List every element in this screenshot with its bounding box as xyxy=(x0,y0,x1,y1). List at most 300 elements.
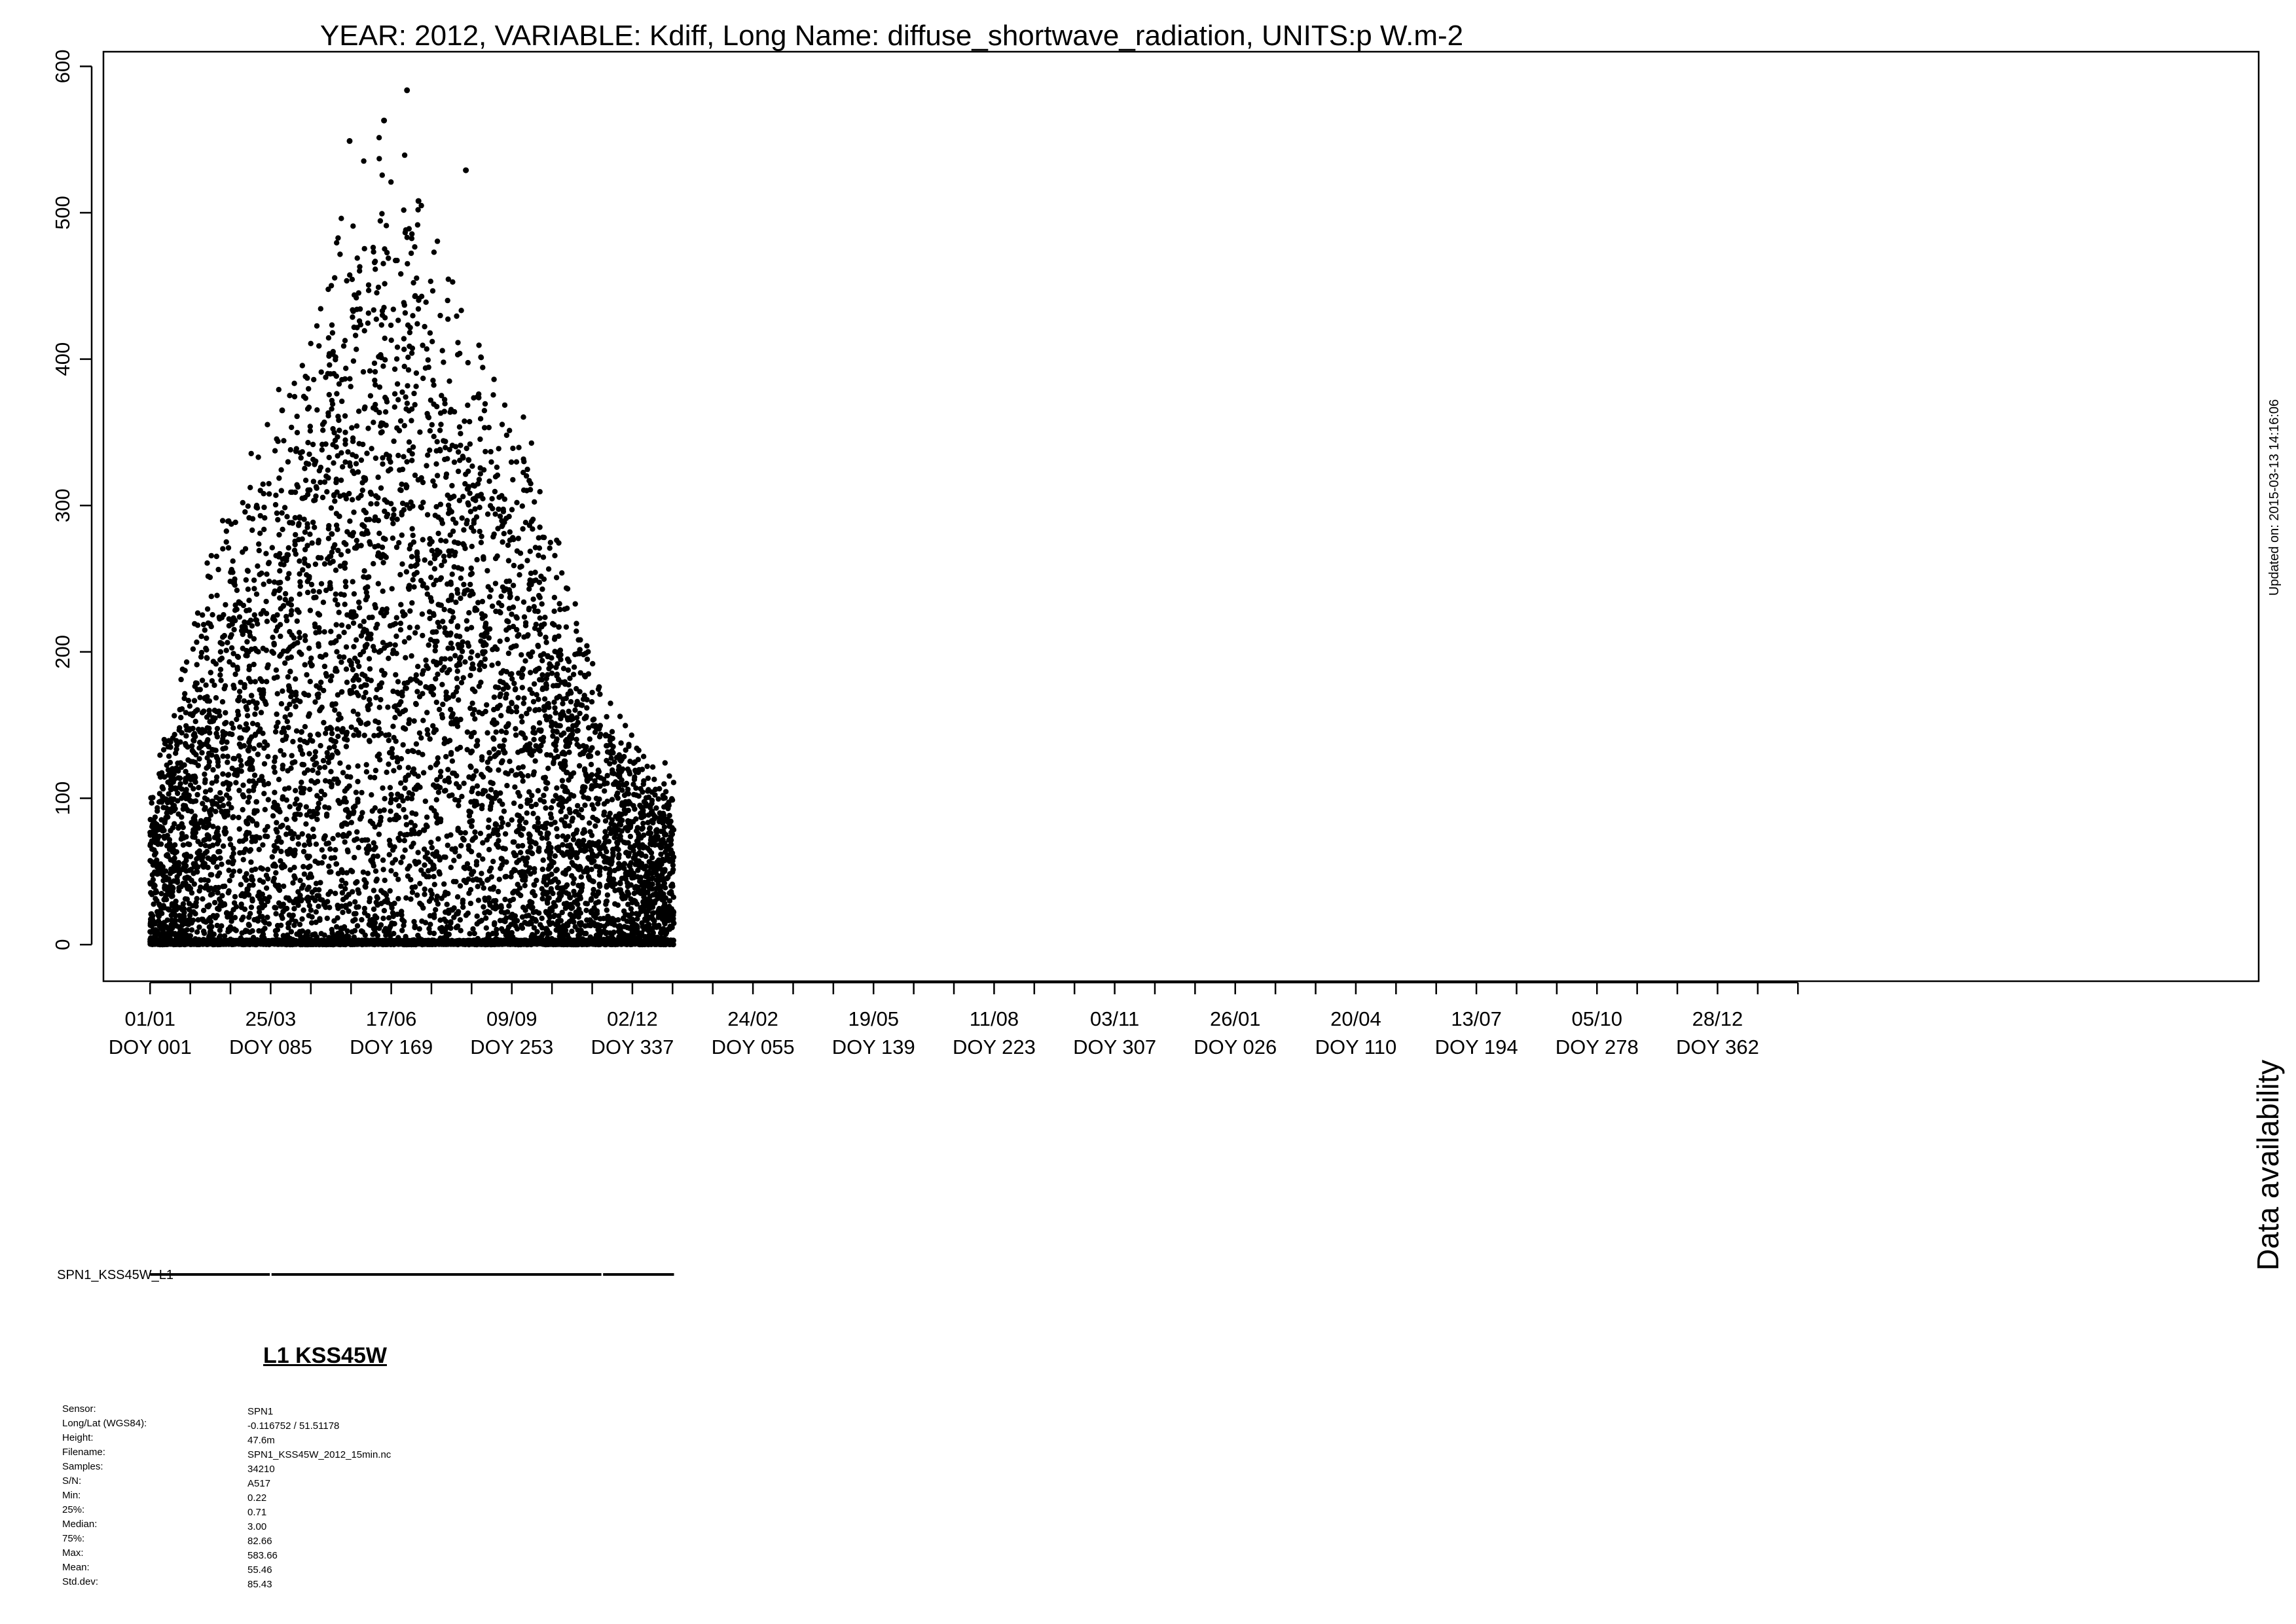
data-point xyxy=(373,456,378,461)
data-point xyxy=(367,697,372,702)
data-point xyxy=(490,534,496,539)
data-point xyxy=(414,741,419,746)
data-point xyxy=(467,931,472,936)
data-point xyxy=(403,895,409,901)
data-point xyxy=(308,607,313,613)
data-point xyxy=(407,608,412,613)
data-point xyxy=(272,905,277,910)
data-point xyxy=(396,803,401,808)
data-point xyxy=(357,318,362,323)
data-point xyxy=(328,889,333,894)
data-point xyxy=(602,788,607,793)
x-tick-date-label: 09/09 xyxy=(486,1007,538,1030)
data-point xyxy=(220,518,225,523)
data-point xyxy=(465,360,471,365)
data-point xyxy=(469,463,475,469)
data-point xyxy=(492,922,497,927)
data-point xyxy=(356,664,361,669)
data-point xyxy=(604,849,609,854)
data-point xyxy=(181,842,186,848)
data-point xyxy=(275,517,280,522)
data-point xyxy=(364,762,369,767)
data-point xyxy=(455,340,460,345)
data-point xyxy=(307,842,312,847)
data-point xyxy=(257,531,263,536)
data-point xyxy=(166,791,171,797)
data-point xyxy=(574,628,579,634)
data-point xyxy=(553,793,558,798)
data-point xyxy=(451,914,456,920)
data-point xyxy=(631,792,636,797)
data-point xyxy=(280,510,285,515)
data-point xyxy=(301,849,306,854)
data-point xyxy=(187,704,192,709)
data-point xyxy=(227,878,232,883)
data-point xyxy=(388,888,393,893)
data-point xyxy=(226,545,231,550)
data-point xyxy=(428,765,433,770)
data-point xyxy=(325,750,330,755)
data-point xyxy=(395,896,401,901)
data-point xyxy=(575,803,580,808)
data-point xyxy=(407,635,412,640)
data-point xyxy=(350,497,355,502)
data-point xyxy=(399,532,405,537)
data-point xyxy=(566,709,572,714)
data-point xyxy=(172,713,177,718)
data-point xyxy=(263,551,268,556)
data-point xyxy=(630,782,636,787)
data-point xyxy=(225,759,230,765)
data-point xyxy=(462,418,467,424)
data-point xyxy=(411,767,416,772)
data-point xyxy=(438,422,443,427)
data-point xyxy=(424,346,429,352)
data-point xyxy=(165,780,170,785)
data-point xyxy=(242,619,247,624)
data-point xyxy=(577,763,582,768)
x-tick-date-label: 03/11 xyxy=(1089,1007,1140,1030)
data-point xyxy=(373,402,378,407)
data-point xyxy=(299,455,304,460)
data-point xyxy=(409,458,414,463)
data-point xyxy=(584,705,589,710)
data-point xyxy=(475,914,480,919)
data-point xyxy=(509,671,514,676)
data-point xyxy=(530,691,535,696)
data-point xyxy=(368,632,373,637)
data-point xyxy=(294,729,299,734)
data-point xyxy=(428,560,433,566)
data-point xyxy=(476,342,481,348)
data-point xyxy=(368,819,373,824)
data-point xyxy=(433,461,439,467)
data-point xyxy=(265,754,270,759)
data-point xyxy=(266,561,271,566)
data-point xyxy=(593,893,598,899)
x-tick-date-label: 05/10 xyxy=(1571,1007,1623,1030)
data-point xyxy=(391,306,396,312)
data-point xyxy=(237,869,242,874)
data-point xyxy=(402,153,407,158)
data-point xyxy=(376,581,381,586)
data-point xyxy=(228,632,234,638)
data-point xyxy=(522,883,528,888)
data-point xyxy=(520,778,526,784)
data-point xyxy=(468,572,473,577)
data-point xyxy=(407,439,412,444)
data-point xyxy=(514,500,519,505)
data-point xyxy=(532,866,537,871)
data-point xyxy=(526,605,532,611)
data-point xyxy=(560,910,565,915)
data-point xyxy=(175,812,181,817)
data-point xyxy=(551,860,556,865)
data-point xyxy=(356,290,361,295)
data-point xyxy=(335,734,340,739)
data-point xyxy=(379,322,384,327)
data-point xyxy=(525,773,530,778)
data-point xyxy=(251,586,257,591)
data-point xyxy=(577,711,582,716)
data-point xyxy=(407,330,412,335)
data-point xyxy=(223,602,228,607)
data-point xyxy=(478,831,483,836)
x-tick-doy-label: DOY 253 xyxy=(470,1036,554,1058)
data-point xyxy=(161,747,166,752)
data-point xyxy=(414,570,420,575)
data-point xyxy=(304,812,310,818)
data-point xyxy=(545,766,551,771)
data-point xyxy=(397,572,403,577)
data-point xyxy=(559,570,564,575)
data-point xyxy=(269,649,274,654)
data-point xyxy=(515,918,520,923)
data-point xyxy=(222,933,227,939)
data-point xyxy=(211,854,216,859)
data-point xyxy=(372,775,377,780)
data-point xyxy=(322,664,327,669)
data-point xyxy=(323,841,329,846)
data-point xyxy=(503,730,509,735)
data-point xyxy=(490,859,496,864)
data-point xyxy=(299,496,304,501)
data-point xyxy=(357,306,363,312)
data-point xyxy=(499,493,504,498)
data-point xyxy=(255,564,260,569)
data-point xyxy=(568,689,573,694)
data-point xyxy=(493,684,498,689)
data-point xyxy=(213,748,219,753)
data-point xyxy=(547,545,553,550)
data-point xyxy=(605,892,610,897)
data-point xyxy=(393,642,398,647)
data-point xyxy=(365,913,371,918)
data-point xyxy=(432,566,437,571)
data-point xyxy=(560,778,565,783)
data-point xyxy=(288,447,293,452)
data-point xyxy=(153,814,158,820)
data-point xyxy=(302,547,308,552)
data-point xyxy=(443,890,448,895)
data-point xyxy=(395,876,401,882)
data-point xyxy=(215,849,221,854)
data-point xyxy=(150,795,155,800)
data-point xyxy=(547,714,553,719)
data-point xyxy=(422,557,428,562)
y-tick-label: 600 xyxy=(51,49,74,84)
data-point xyxy=(372,361,377,366)
data-point xyxy=(273,911,278,916)
data-point xyxy=(519,713,524,719)
data-point xyxy=(583,867,589,872)
x-tick-doy-label: DOY 194 xyxy=(1434,1036,1518,1058)
data-point xyxy=(223,710,228,715)
data-point xyxy=(610,729,615,734)
data-point xyxy=(486,750,492,755)
data-point xyxy=(214,864,219,869)
data-point xyxy=(454,314,459,319)
data-point xyxy=(646,795,651,800)
data-point xyxy=(437,871,443,876)
data-point xyxy=(483,401,488,406)
data-point xyxy=(384,892,389,897)
data-point xyxy=(448,619,454,624)
data-point xyxy=(389,338,394,343)
data-point xyxy=(239,917,244,922)
data-point xyxy=(226,787,231,792)
data-point xyxy=(528,487,533,492)
data-point xyxy=(542,696,547,702)
data-point xyxy=(615,795,621,801)
data-point xyxy=(521,700,526,706)
x-tick-doy-label: DOY 110 xyxy=(1315,1036,1397,1058)
data-point xyxy=(263,833,268,839)
data-point xyxy=(194,662,200,667)
data-point xyxy=(317,589,322,594)
data-point xyxy=(445,842,450,848)
data-point xyxy=(297,878,302,883)
data-point xyxy=(414,370,419,376)
data-point xyxy=(390,586,395,591)
data-point xyxy=(214,593,219,598)
data-point xyxy=(428,575,433,580)
data-point xyxy=(502,919,507,924)
data-point xyxy=(541,857,546,863)
data-point xyxy=(520,914,525,920)
y-tick-label: 100 xyxy=(51,781,74,816)
data-point xyxy=(659,867,665,872)
data-point xyxy=(486,825,491,830)
data-point xyxy=(429,422,435,427)
data-point xyxy=(223,683,228,689)
data-point xyxy=(585,649,591,655)
data-point xyxy=(380,172,385,177)
data-point xyxy=(192,731,197,736)
data-point xyxy=(191,646,196,651)
scatter-points xyxy=(147,87,676,947)
data-point xyxy=(319,789,324,794)
data-point xyxy=(350,929,355,935)
data-point xyxy=(603,865,608,871)
data-point xyxy=(441,916,446,922)
data-point xyxy=(229,645,234,651)
data-point xyxy=(253,617,259,623)
data-point xyxy=(409,406,414,412)
data-point xyxy=(445,645,450,651)
x-tick-date-label: 01/01 xyxy=(124,1007,176,1030)
data-point xyxy=(303,821,308,827)
data-point xyxy=(534,802,539,807)
data-point xyxy=(587,736,592,742)
data-point xyxy=(362,906,367,911)
data-point xyxy=(208,670,213,675)
data-point xyxy=(331,744,337,749)
data-point xyxy=(434,797,439,803)
data-point xyxy=(289,425,294,430)
data-point xyxy=(426,357,431,363)
data-point xyxy=(566,668,571,673)
data-point xyxy=(520,503,525,509)
data-point xyxy=(249,928,255,933)
data-point xyxy=(579,807,584,812)
data-point xyxy=(477,667,482,672)
data-point xyxy=(224,539,229,545)
data-point xyxy=(247,485,253,490)
data-point xyxy=(331,492,337,497)
x-tick-doy-label: DOY 337 xyxy=(591,1036,674,1058)
data-point xyxy=(305,406,310,412)
data-point xyxy=(347,376,352,382)
data-point xyxy=(339,399,344,404)
data-point xyxy=(417,881,422,886)
data-point xyxy=(551,700,556,705)
data-point xyxy=(335,832,340,837)
data-point xyxy=(346,765,351,770)
data-point xyxy=(302,556,307,562)
data-point xyxy=(456,697,461,702)
data-point xyxy=(398,418,403,424)
data-point xyxy=(311,478,316,484)
data-point xyxy=(380,588,386,594)
data-point xyxy=(446,511,451,516)
data-point xyxy=(502,897,507,902)
data-point xyxy=(272,769,278,774)
data-point xyxy=(351,358,356,363)
data-point xyxy=(473,497,478,503)
data-point xyxy=(274,668,279,673)
data-point xyxy=(465,403,470,408)
data-point xyxy=(498,824,503,829)
data-point xyxy=(310,540,315,545)
data-point xyxy=(574,621,579,626)
data-point xyxy=(617,713,623,719)
data-point xyxy=(458,655,464,660)
data-point xyxy=(438,774,443,779)
data-point xyxy=(469,700,475,706)
data-point xyxy=(215,726,220,731)
data-point xyxy=(255,751,261,757)
data-point xyxy=(429,845,435,850)
data-point xyxy=(240,782,246,787)
data-point xyxy=(478,416,483,422)
data-point xyxy=(380,857,386,863)
data-point xyxy=(536,788,541,793)
data-point xyxy=(355,763,360,768)
x-tick-doy-label: DOY 055 xyxy=(711,1036,795,1058)
data-point xyxy=(236,815,241,820)
data-point xyxy=(321,758,326,763)
data-point xyxy=(244,639,249,644)
data-point xyxy=(308,341,314,346)
data-point xyxy=(259,710,264,715)
data-point xyxy=(515,596,520,601)
data-point xyxy=(589,762,594,767)
data-point xyxy=(312,525,317,530)
data-point xyxy=(262,782,267,787)
data-point xyxy=(530,596,536,602)
data-point xyxy=(512,784,517,789)
data-point xyxy=(354,829,359,835)
data-point xyxy=(332,498,337,503)
data-point xyxy=(147,929,153,934)
data-point xyxy=(403,230,408,235)
data-point xyxy=(209,594,214,599)
data-point xyxy=(435,238,440,244)
data-point xyxy=(453,600,458,605)
data-point xyxy=(424,463,429,468)
data-point xyxy=(328,629,333,634)
data-point xyxy=(403,655,408,660)
data-point xyxy=(272,861,277,867)
data-point xyxy=(426,642,431,647)
data-point xyxy=(384,423,389,428)
data-point xyxy=(248,859,253,865)
data-point xyxy=(402,423,407,428)
data-point xyxy=(461,527,466,532)
data-point xyxy=(431,692,436,697)
data-point xyxy=(346,491,352,496)
data-point xyxy=(295,619,300,624)
data-point xyxy=(595,801,600,806)
data-point xyxy=(182,691,187,696)
data-point xyxy=(411,585,416,590)
data-point xyxy=(480,365,485,370)
data-point xyxy=(154,890,159,895)
data-point xyxy=(302,466,307,471)
data-point xyxy=(634,746,639,751)
data-point xyxy=(387,454,392,459)
data-point xyxy=(281,884,286,889)
data-point xyxy=(208,787,213,793)
data-point xyxy=(382,908,387,913)
data-point xyxy=(240,839,246,844)
data-point xyxy=(617,752,622,757)
data-point xyxy=(202,850,208,856)
data-point xyxy=(244,727,249,732)
data-point xyxy=(585,657,590,662)
data-point xyxy=(431,382,436,388)
data-point xyxy=(375,895,380,901)
data-point xyxy=(520,685,525,690)
x-tick-date-label: 28/12 xyxy=(1692,1007,1743,1030)
data-point xyxy=(183,896,188,901)
data-point xyxy=(300,831,305,837)
data-point xyxy=(477,437,483,442)
data-point xyxy=(287,804,293,809)
data-point xyxy=(264,886,269,891)
data-point xyxy=(539,672,545,677)
